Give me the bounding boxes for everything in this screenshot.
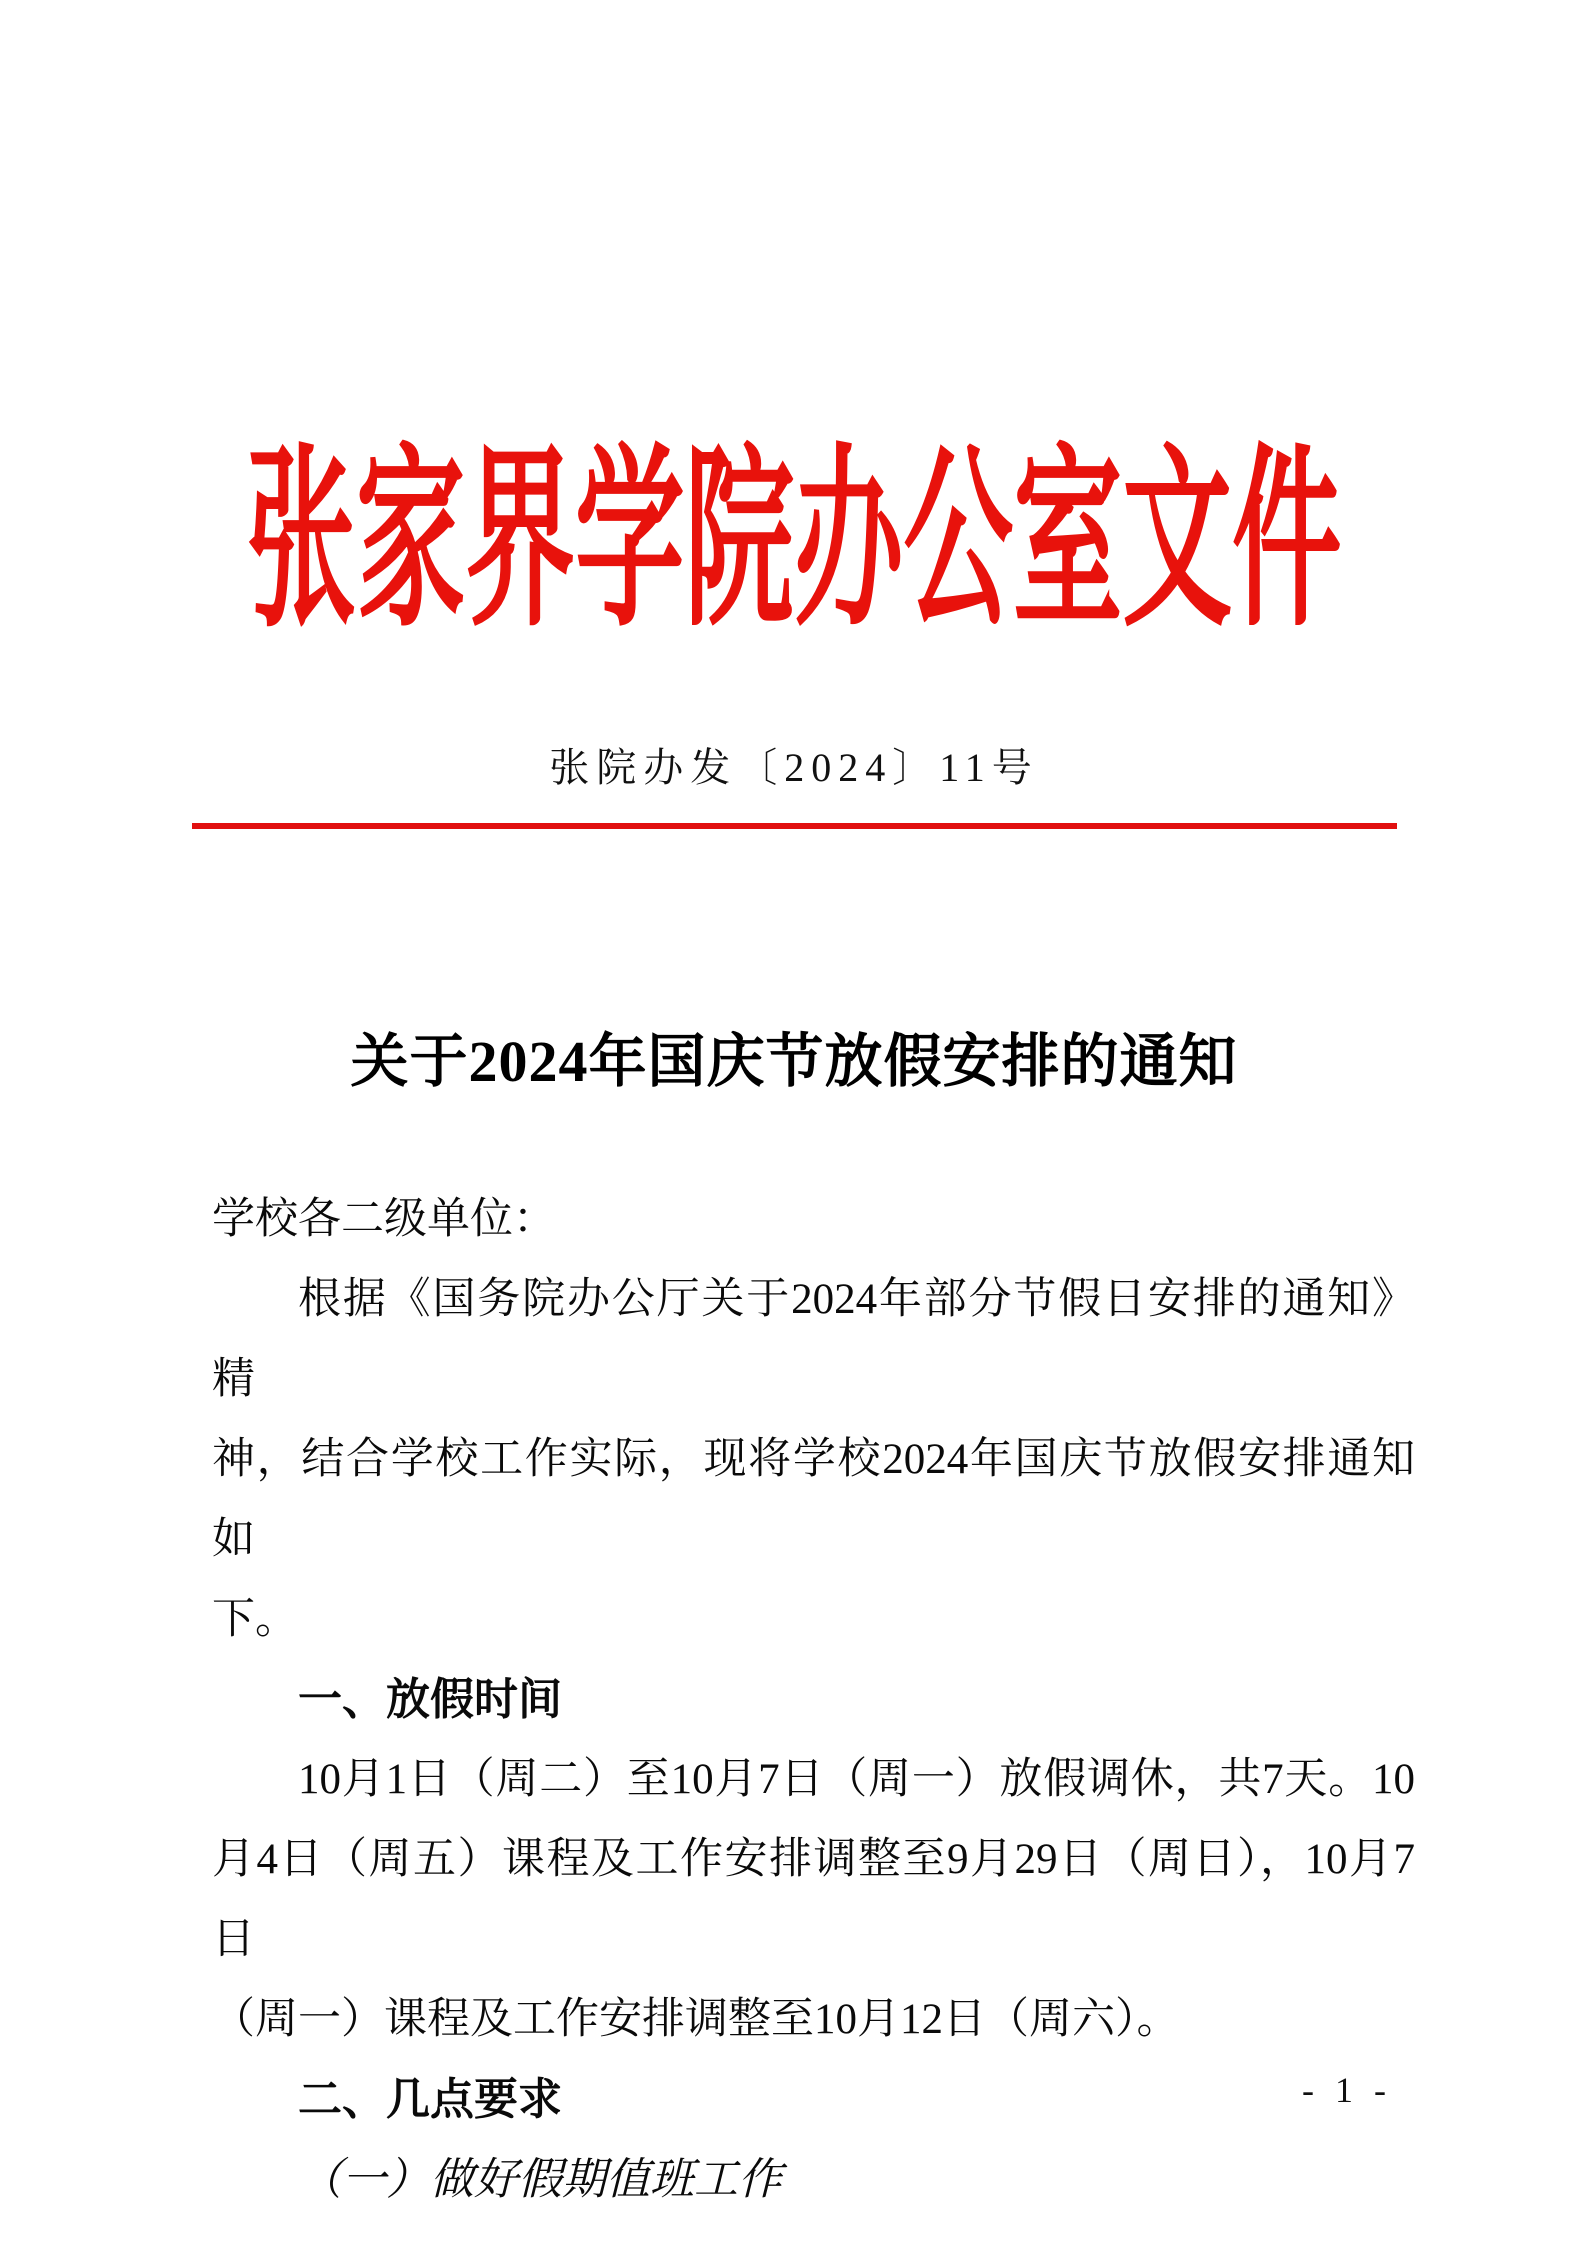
- masthead-title: 张家界学院办公室文件: [246, 434, 1342, 650]
- intro-paragraph-line: 神，结合学校工作实际，现将学校2024年国庆节放假安排通知如: [212, 1436, 1415, 1563]
- section-2-subheading-1-line: （一）做好假期值班工作: [298, 2155, 782, 2204]
- intro-paragraph-line: 下。: [212, 1596, 298, 1643]
- masthead: [0, 434, 1588, 650]
- page-number: - 1 -: [1302, 2070, 1392, 2110]
- red-separator-line: [192, 823, 1397, 829]
- section-1-paragraph-line: （周一）课程及工作安排调整至10月12日（周六）。: [212, 1996, 1180, 2043]
- document-title: 关于2024年国庆节放假安排的通知: [350, 1029, 1238, 1094]
- doc-number: 张院办发〔2024〕11号: [549, 745, 1039, 790]
- salutation-line: 学校各二级单位：: [212, 1196, 556, 1243]
- section-1-paragraph-line: 月4日（周五）课程及工作安排调整至9月29日（周日），10月7日: [212, 1836, 1415, 1963]
- section-1-paragraph-line: 10月1日（周二）至10月7日（周一）放假调休，共7天。10: [298, 1756, 1415, 1803]
- intro-paragraph-line: 根据《国务院办公厅关于2024年部分节假日安排的通知》精: [212, 1276, 1415, 1403]
- section-2-heading-line: 二、几点要求: [298, 2075, 562, 2124]
- document-body: [212, 1180, 1415, 2220]
- section-1-heading-line: 一、放假时间: [298, 1675, 562, 1724]
